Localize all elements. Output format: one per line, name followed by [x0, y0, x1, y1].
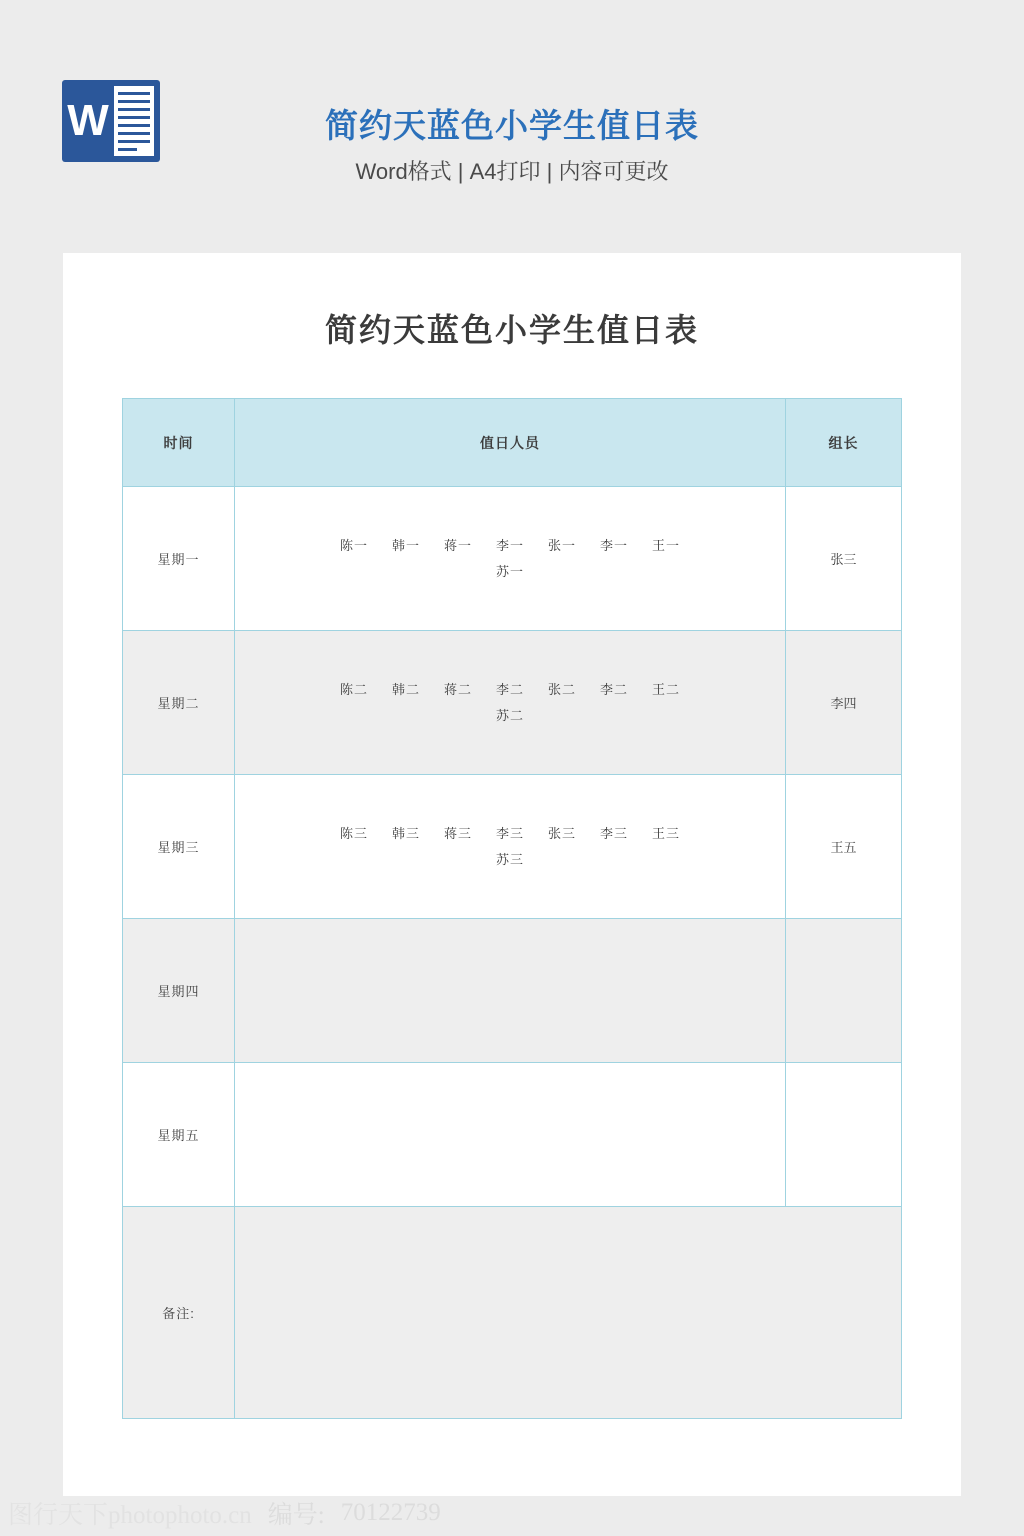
watermark-brand: 图行天下photophoto.cn — [8, 1502, 252, 1529]
member-list — [236, 677, 784, 729]
table-body — [123, 487, 902, 1419]
cell-day: 星期四 — [123, 919, 235, 1063]
cell-leader — [786, 919, 902, 1063]
banner-subtitle: Word格式 | A4打印 | 内容可更改 — [355, 159, 669, 184]
member-name: 蒋二 — [443, 681, 472, 697]
cell-leader: 王五 — [786, 775, 902, 919]
cell-members — [235, 487, 786, 631]
member-name: 张二 — [548, 681, 577, 697]
member-name: 张三 — [548, 825, 577, 841]
banner-title: 简约天蓝色小学生值日表 — [325, 107, 699, 144]
member-name: 苏三 — [495, 851, 524, 867]
member-name: 李一 — [495, 537, 524, 553]
member-name: 苏二 — [495, 707, 524, 723]
cell-members — [235, 631, 786, 775]
member-name: 韩二 — [391, 681, 420, 697]
member-name: 王二 — [652, 681, 681, 697]
member-name: 张一 — [548, 537, 577, 553]
table-header — [123, 399, 902, 487]
cell-members — [235, 1063, 786, 1207]
table-row — [123, 487, 902, 631]
member-name: 蒋三 — [443, 825, 472, 841]
cell-members — [235, 775, 786, 919]
member-name: 陈二 — [339, 681, 368, 697]
duty-table — [122, 398, 902, 1419]
member-name: 陈三 — [339, 825, 368, 841]
member-name: 蒋一 — [443, 537, 472, 553]
page-title: 简约天蓝色小学生值日表 — [324, 312, 699, 348]
cell-members — [235, 919, 786, 1063]
cell-leader — [786, 1063, 902, 1207]
watermark-id-label: 编号: — [267, 1502, 325, 1529]
table-header-row — [123, 399, 902, 487]
table-row — [123, 1063, 902, 1207]
cell-day: 星期二 — [123, 631, 235, 775]
cell-day: 星期五 — [123, 1063, 235, 1207]
table-row — [123, 775, 902, 919]
watermark-footer — [0, 1490, 1024, 1536]
table-row — [123, 631, 902, 775]
member-name: 李二 — [495, 681, 524, 697]
member-name: 王一 — [652, 537, 681, 553]
member-name: 李三 — [600, 825, 629, 841]
table-row-remark — [123, 1207, 902, 1419]
cell-remark-value — [235, 1207, 902, 1419]
cell-remark-label: 备注: — [123, 1207, 235, 1419]
member-list — [236, 821, 784, 873]
member-name: 陈一 — [339, 537, 368, 553]
column-header-leader: 组长 — [786, 399, 902, 487]
member-name: 王三 — [652, 825, 681, 841]
cell-leader: 张三 — [786, 487, 902, 631]
member-name: 李二 — [600, 681, 629, 697]
document-sheet — [63, 253, 961, 1496]
member-name: 韩一 — [391, 537, 420, 553]
column-header-members: 值日人员 — [235, 399, 786, 487]
word-logo-letter: W — [67, 96, 109, 145]
member-name: 苏一 — [495, 563, 524, 579]
column-header-time: 时间 — [123, 399, 235, 487]
table-row — [123, 919, 902, 1063]
watermark-id-value: 70122739 — [340, 1499, 441, 1526]
cell-leader: 李四 — [786, 631, 902, 775]
member-name: 韩三 — [391, 825, 420, 841]
member-name: 李三 — [495, 825, 524, 841]
member-list — [236, 533, 784, 585]
preview-banner — [0, 0, 1024, 253]
member-name: 李一 — [600, 537, 629, 553]
cell-day: 星期一 — [123, 487, 235, 631]
cell-day: 星期三 — [123, 775, 235, 919]
